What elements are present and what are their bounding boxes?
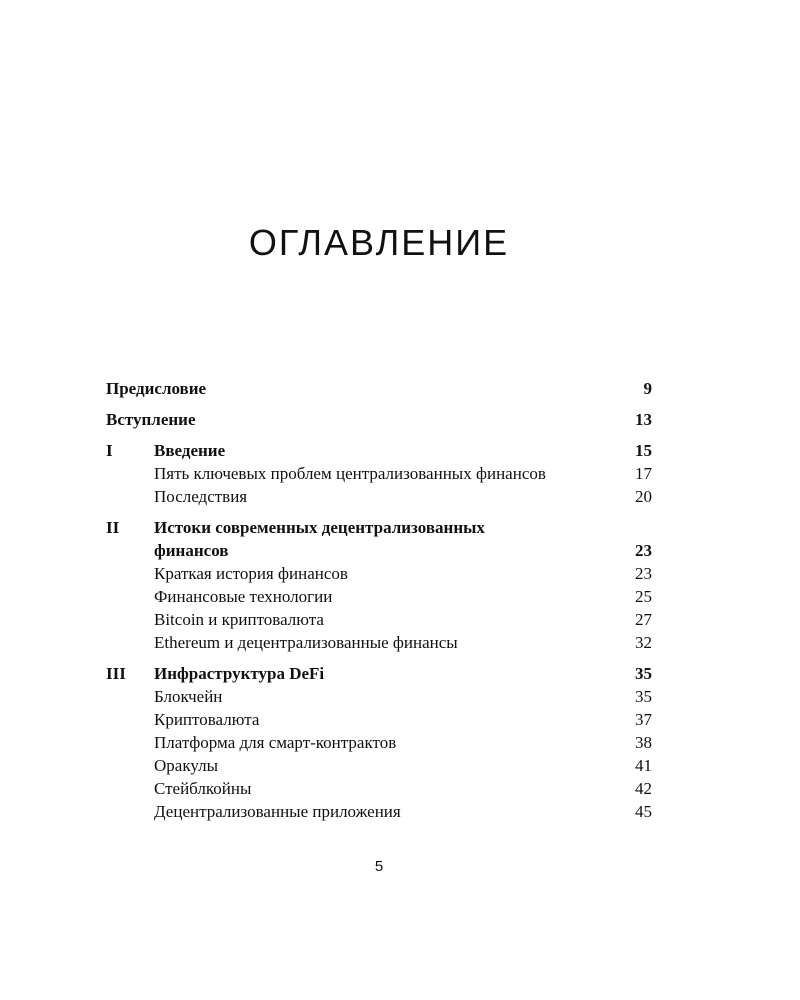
- toc-entry-page: 27: [635, 610, 652, 629]
- toc-entry-page: 45: [635, 802, 652, 821]
- toc-entry-page: 35: [635, 664, 652, 683]
- toc-entry-page: 23: [635, 541, 652, 560]
- toc-entry-page: 25: [635, 587, 652, 606]
- toc-entry-label: Введение: [154, 441, 226, 460]
- chapter-number: I: [106, 441, 113, 460]
- toc-chapter-1[interactable]: [106, 439, 652, 462]
- toc-entry-label: Инфраструктура DeFi: [154, 664, 325, 683]
- toc-entry-label: Финансовые технологии: [154, 587, 333, 606]
- toc-entry-page: 41: [635, 756, 652, 775]
- toc-subentry[interactable]: [106, 800, 652, 823]
- toc-subentry[interactable]: [106, 485, 652, 508]
- toc-entry-page: 9: [643, 379, 652, 398]
- toc-chapter-2-cont[interactable]: [106, 539, 652, 562]
- toc-entry-page: 23: [635, 564, 652, 583]
- page-number: 5: [374, 858, 384, 875]
- chapter-number: III: [106, 664, 126, 683]
- toc-subentry[interactable]: [106, 585, 652, 608]
- toc-chapter-3[interactable]: [106, 662, 652, 685]
- toc-subentry[interactable]: [106, 608, 652, 631]
- toc-entry-label: Bitcoin и криптовалюта: [154, 610, 324, 629]
- toc-entry-label: Оракулы: [154, 756, 218, 775]
- toc-entry-page: 38: [635, 733, 652, 752]
- toc-entry-label: Предисловие: [106, 379, 207, 398]
- toc-subentry[interactable]: [106, 754, 652, 777]
- toc-entry-page: 13: [635, 410, 652, 429]
- toc-subentry[interactable]: [106, 685, 652, 708]
- toc-entry-label: Платформа для смарт-контрактов: [154, 733, 397, 752]
- chapter-number: II: [106, 518, 120, 537]
- table-of-contents: [106, 377, 652, 823]
- toc-entry-label: Последствия: [154, 487, 248, 506]
- toc-entry-label: Криптовалюта: [154, 710, 260, 729]
- toc-entry-label: Децентрализованные приложения: [154, 802, 401, 821]
- toc-subentry[interactable]: [106, 562, 652, 585]
- toc-subentry[interactable]: [106, 708, 652, 731]
- toc-entry-page: 35: [635, 687, 652, 706]
- toc-entry-label: Истоки современных децентрализованных: [154, 518, 485, 537]
- toc-subentry[interactable]: [106, 731, 652, 754]
- toc-entry-label: Ethereum и децентрализованные финансы: [154, 633, 458, 652]
- toc-subentry[interactable]: [106, 631, 652, 654]
- toc-entry-label: Пять ключевых проблем централизованных финансов: [154, 464, 546, 483]
- toc-entry-label: Стейблкойны: [154, 779, 252, 798]
- page-title: ОГЛАВЛЕНИЕ: [248, 222, 510, 263]
- toc-entry-page: 42: [635, 779, 652, 798]
- toc-entry-page: 17: [635, 464, 652, 483]
- toc-entry-preface[interactable]: [106, 377, 652, 400]
- toc-entry-page: 15: [635, 441, 652, 460]
- toc-entry-intro[interactable]: [106, 408, 652, 431]
- toc-chapter-2[interactable]: [106, 516, 652, 539]
- toc-subentry[interactable]: [106, 777, 652, 800]
- toc-entry-page: 37: [635, 710, 652, 729]
- toc-entry-label: Вступление: [106, 410, 196, 429]
- toc-entry-label: Блокчейн: [154, 687, 223, 706]
- toc-entry-page: 20: [635, 487, 652, 506]
- toc-entry-page: 32: [635, 633, 652, 652]
- toc-entry-label: финансов: [154, 541, 229, 560]
- toc-subentry[interactable]: [106, 462, 652, 485]
- toc-entry-label: Краткая история финансов: [154, 564, 348, 583]
